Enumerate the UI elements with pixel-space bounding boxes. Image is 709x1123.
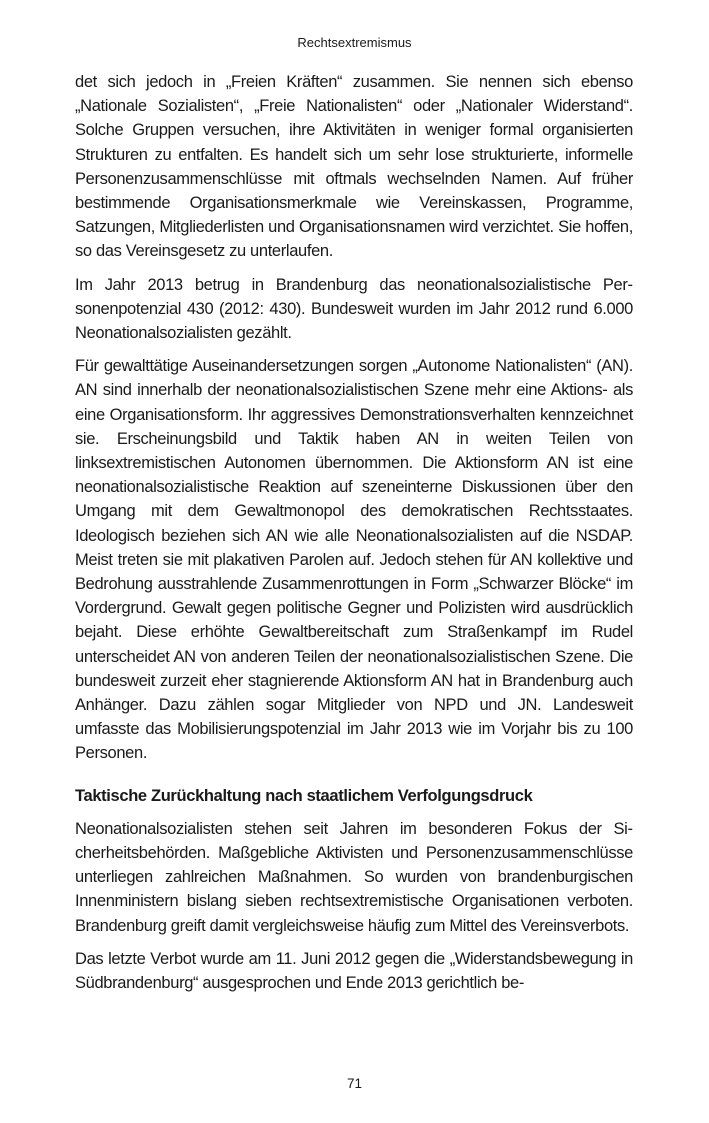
paragraph-autonomous-nationalists: Für gewalttätige Auseinandersetzungen sorgen „Autonome Nationalisten“ (AN). AN sind innerhalb der neonationalsozialistischen Szene mehr eine Aktions- als eine Organisationsform. Ihr aggressives Demonstrationsverhalten kennzeichnet sie. Erscheinungsbild und Taktik haben AN in weiten Teilen von linksextremistischen Autonomen übernommen. Die Aktionsform AN ist eine neonationalsozialistische Reaktion auf szeneinterne Diskussionen über den Umgang mit dem Gewaltmonopol des demokratischen Rechtsstaates. Ideologisch beziehen sich AN wie alle Neonationalsozialisten auf die NSDAP. Meist treten sie mit plakativen Parolen auf. Jedoch stehen für AN kollektive und Bedrohung ausstrahlende Zusammenrottungen in Form „Schwarzer Blöcke“ im Vordergrund. Gewalt gegen politische Gegner und Polizisten wird ausdrücklich bejaht. Diese erhöhte Gewaltbereitschaft zum Straßenkampf im Rudel unterscheidet AN von anderen Teilen der neonationalsozialistischen Szene. Die bundesweit zurzeit eher stagnierende Aktionsform AN hat in Brandenburg auch Anhänger. Dazu zählen sogar Mitglieder von NPD und JN. Landesweit umfasste das Mobilisierungspotenzial im Jahr 2013 wie im Vorjahr bis zu 100 Personen. (75, 357, 633, 763)
section-heading: Taktische Zurückhaltung nach staatlichem Verfolgungsdruck (75, 786, 533, 805)
paragraph-free-forces: det sich jedoch in „Freien Kräften“ zusammen. Sie nennen sich ebenso „Nationale Sozialisten“, „Freie Nationalisten“ oder „Nationaler Widerstand“. Solche Gruppen versuchen, ihre Aktivitäten in weniger formal organisierten Strukturen zu entfalten. Es handelt sich um sehr lose strukturierte, informelle Personenzusammenschlüsse mit oftmals wechselnden Namen. Auf früher bestimmende Organisationsmerkmale wie Vereinskassen, Programme, Satzungen, Mitgliederlisten und Organisationsnamen wird verzichtet. Sie hoffen, so das Vereinsgesetz zu unterlaufen. (75, 73, 633, 261)
page-number: 71 (346, 1076, 363, 1091)
paragraph-security-authorities: Neonationalsozialisten stehen seit Jahren im besonderen Fokus der Sicherheitsbehörden. Maßgebliche Aktivisten und Personenzusammenschlüsse unterliegen zahlreichen Maßnahmen. So wurden von brandenburgischen Innenministern bislang sieben rechtsextremistische Organisationen verboten. Brandenburg greift damit vergleichsweise häufig zum Mittel des Vereinsverbots. (75, 819, 633, 935)
paragraph-personnel-potential: Im Jahr 2013 betrug in Brandenburg das neonationalsozialistische Personenpotenzial 430 (2012: 430). Bundesweit wurden im Jahr 2012 rund 6.000 Neonationalsozialisten gezählt. (75, 275, 633, 343)
body-text (75, 70, 633, 1004)
paragraph-last-ban: Das letzte Verbot wurde am 11. Juni 2012 gegen die „Widerstandsbewegung in Südbrandenburg“ ausgesprochen und Ende 2013 gerichtlich be- (75, 949, 633, 992)
running-head: Rechtsextremismus (297, 35, 412, 50)
